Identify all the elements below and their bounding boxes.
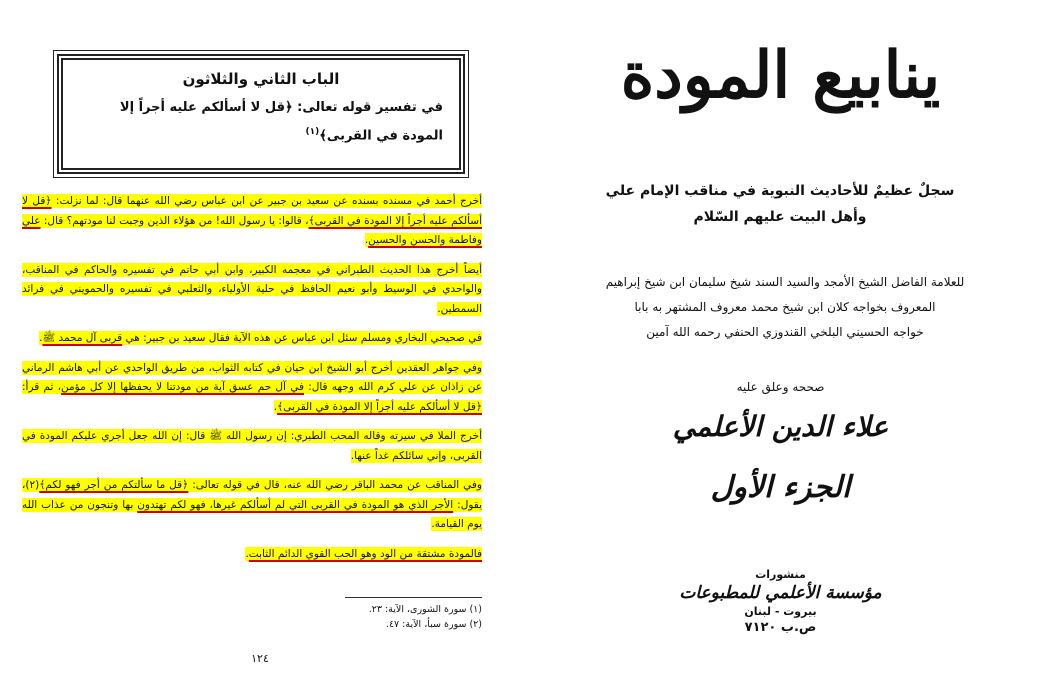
publisher [520, 568, 1041, 635]
underlined-text: الأجر الذي هو المودة في القربى التي لم أسألكم غيرها، فهو لكم تهتدون [137, 498, 454, 511]
chapter-title: الباب الثاني والثلاثون [182, 70, 340, 88]
underlined-text: قربى آل محمد ﷺ [42, 332, 123, 344]
highlighted-text [245, 547, 482, 561]
body-text: ، قالوا: يا رسول الله! من هؤلاء الذين وجبت لنا مودتهم؟ قال: [40, 214, 309, 227]
body-text: . [364, 234, 369, 246]
body-text: . [273, 400, 278, 413]
book-subtitle [600, 178, 960, 230]
author-line-2: المعروف بخواجه كلان ابن شيخ محمد معروف المشتهر به بابا [634, 300, 936, 314]
footnote-rule [345, 597, 482, 598]
highlighted-text [22, 194, 482, 247]
body-text: وفي المناقب عن محمد الباقر رضي الله عنه، قال في قوله تعالى: [188, 479, 482, 491]
highlighted-text [22, 361, 482, 414]
hadith-block [22, 427, 482, 466]
body-text: ، ثم قرأ: [22, 381, 62, 393]
footnote-2: (٢) سورة سبأ، الآية: ٤٧. [385, 619, 482, 630]
underlined-text: ﴿قل لا أسألكم عليه أجراً إلا المودة في القربى﴾ [22, 195, 482, 227]
footnotes [320, 602, 482, 632]
body-text: . [245, 547, 249, 560]
hadith-block [22, 261, 482, 320]
underlined-text: في آل حم عسق آية من مودتنا لا يحفظها إلا كل مؤمن [61, 381, 304, 393]
page-number: ١٢٤ [251, 652, 269, 665]
publisher-label: منشورات [755, 568, 806, 581]
publisher-po-box: ص.ب ٧١٢٠ [744, 620, 817, 635]
underlined-text: ﴿قل لا أسألكم عليه أجراً إلا المودة في القربى﴾ [277, 400, 482, 413]
author-credit [550, 270, 1020, 345]
right-page [520, 0, 1041, 689]
publisher-city: بيروت - لبنان [744, 605, 817, 618]
subtitle-line-2: وأهل البيت عليهم السّلام [693, 209, 867, 225]
highlighted-text [22, 263, 482, 316]
publisher-name: مؤسسة الأعلمي للمطبوعات [679, 583, 882, 603]
hadith-block [22, 545, 482, 565]
editor-name: علاء الدين الأعلمي [672, 410, 889, 443]
body-text: أخرج الملا في سيرته وقاله المحب الطبري: إن رسول الله ﷺ قال: إن الله جعل أجري عليكم المودة في القربى، وإني سائلكم غداً عنها. [22, 430, 482, 462]
hadith-blocks [22, 192, 482, 574]
author-line-3: خواجه الحسيني البلخي القندوزي الحنفي رحمه الله آمين [646, 325, 924, 339]
body-text: في صحيحي البخاري ومسلم سئل ابن عباس عن هذه الآية فقال سعيد بن جبير: هي [122, 332, 482, 344]
underlined-text: فالمودة مشتقة من الود وهو الحب القوي الدائم الثابت [248, 547, 482, 560]
footnote-1: (١) سورة الشورى، الآية: ٢٣. [368, 604, 482, 615]
body-text: . [39, 332, 43, 344]
underlined-text: علي وفاطمة والحسن والحسين [22, 214, 482, 246]
subtitle-line-1: سجلٌ عظيمٌ للأحاديث النبوية في مناقب الإمام علي [605, 183, 955, 199]
body-text: وفي جواهر العقدين أخرج أبو الشيخ ابن حيان في كتابه الثواب، من طريق الواحدي عن أبي هاشم الرماني عن زاذان عن علي كرم الله وجهه قال: [22, 361, 482, 393]
highlighted-text [22, 478, 482, 531]
highlighted-text [39, 331, 482, 345]
chapter-subtitle [79, 96, 443, 148]
body-text: بها وتنجون من عذاب الله يوم القيامة. [22, 498, 482, 530]
hadith-block [22, 476, 482, 535]
volume-label: الجزء الأول [710, 470, 851, 505]
author-line-1: للعلامة الفاضل الشيخ الأمجد والسيد السند شيخ سليمان ابن شيخ إبراهيم [605, 275, 965, 289]
chapter-subtitle-text: في تفسير قوله تعالى: ﴿قل لا أسألكم عليه أجراً إلا المودة في القربى﴾ [119, 100, 443, 144]
underlined-text: ﴿قل ما سألتكم من أجر فهو لكم﴾ [39, 479, 189, 491]
chapter-box [57, 54, 465, 174]
hadith-block [22, 359, 482, 418]
chapter-note-ref: (١) [305, 127, 320, 137]
left-page [0, 0, 520, 689]
hadith-block [22, 329, 482, 349]
body-text: (٢)، يقول: [22, 479, 482, 511]
hadith-block [22, 192, 482, 251]
body-text: أخرج أحمد في مسنده بسنده عن سعيد بن جبير عن ابن عباس رضي الله عنهما قال: لما نزلت: [51, 195, 482, 207]
body-text: أيضاً أخرج هذا الحديث الطبراني في معجمه الكبير، وابن أبي حاتم في تفسيره والحاكم في المناقب، والواحدي في الوسيط وأبو نعيم الحافظ في حلية الأولياء، والثعلبي في تفسيره والحمويني في فرائد السمطين. [22, 263, 482, 315]
edited-by: صححه وعلق عليه [736, 380, 825, 394]
highlighted-text [22, 429, 482, 463]
book-title: ينابيع المودة [620, 38, 941, 113]
